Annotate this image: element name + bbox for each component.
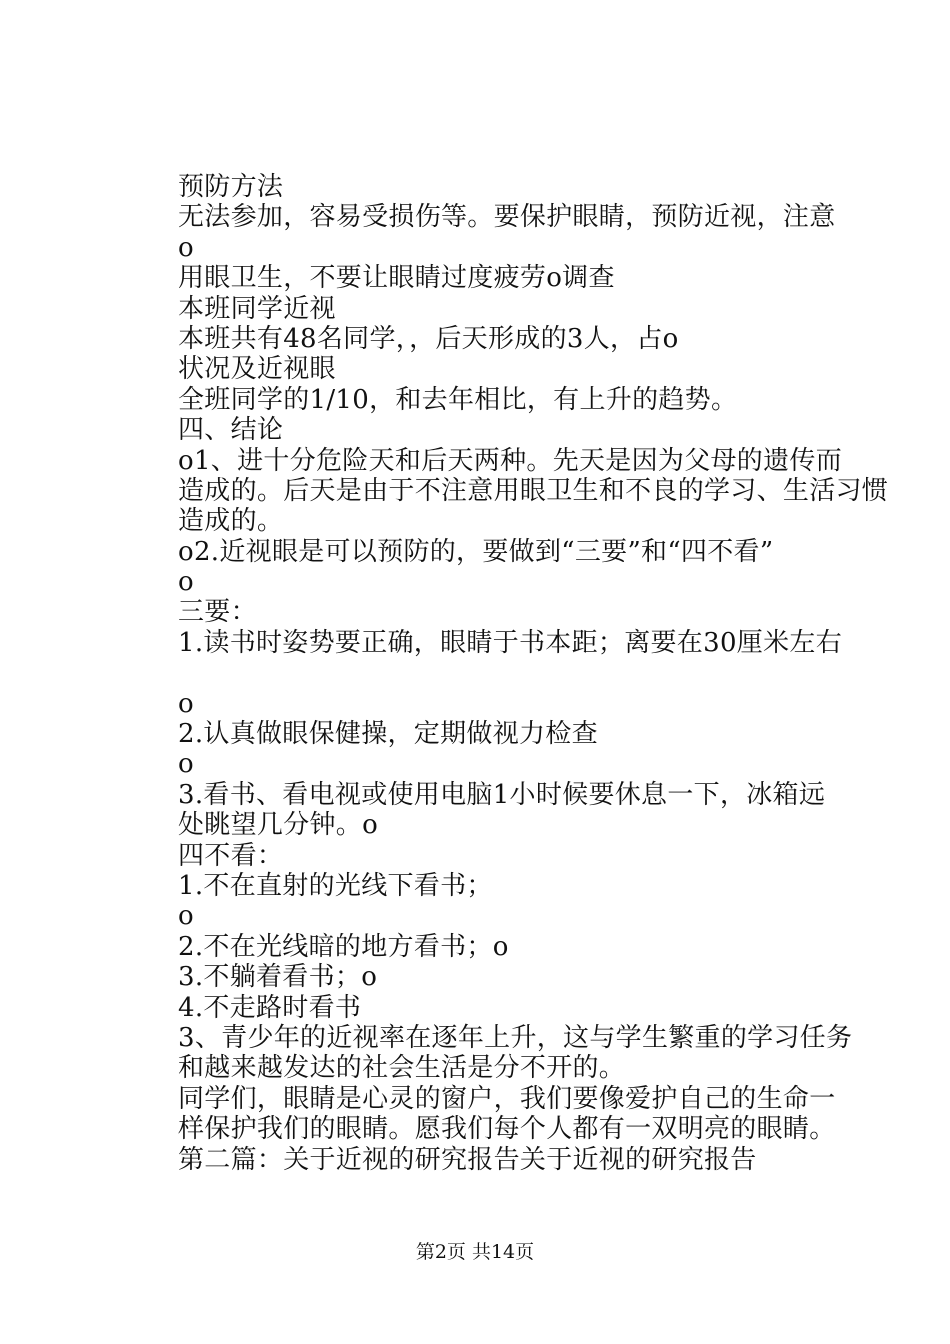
- text-line: 2.不在光线暗的地方看书；o: [178, 931, 509, 962]
- text-line: 1.不在直射的光线下看书；: [178, 870, 493, 901]
- text-line: 四不看：: [178, 840, 284, 871]
- text-line: 3.看书、看电视或使用电脑1小时候要休息一下，冰箱远: [178, 779, 826, 810]
- text-line: 处眺望几分钟。o: [178, 810, 379, 841]
- text-line: o: [178, 749, 194, 780]
- text-line: 状况及近视眼: [178, 354, 336, 385]
- text-line: 样保护我们的眼睛。愿我们每个人都有一双明亮的眼睛。: [178, 1114, 836, 1145]
- text-line: 本班共有48名同学，，后天形成的3人，占o: [178, 323, 679, 354]
- text-line: 无法参加，容易受损伤等。要保护眼睛，预防近视，注意: [178, 202, 836, 233]
- text-line: 1.读书时姿势要正确，眼睛于书本距；离要在30厘米左右: [178, 627, 842, 658]
- page-footer: 第2页 共14页: [415, 1241, 535, 1263]
- text-line: o: [178, 232, 194, 263]
- blank-line: [178, 658, 838, 688]
- text-line: 第二篇：关于近视的研究报告关于近视的研究报告: [178, 1144, 757, 1175]
- text-line: 造成的。后天是由于不注意用眼卫生和不良的学习、生活习惯: [178, 475, 889, 506]
- text-line: 2.认真做眼保健操，定期做视力检查: [178, 719, 598, 750]
- text-line: 和越来越发达的社会生活是分不开的。: [178, 1053, 626, 1084]
- text-line: o: [178, 688, 194, 719]
- text-line: 同学们，眼睛是心灵的窗户，我们要像爱护自己的生命一: [178, 1083, 836, 1114]
- text-line: 预防方法: [178, 172, 284, 202]
- text-line: 全班同学的1/10，和去年相比，有上升的趋势。: [178, 384, 738, 415]
- section-heading: 四、结论: [178, 415, 284, 446]
- text-line: 4.不走路时看书: [178, 992, 362, 1023]
- text-line: 3.不躺着看书；o: [178, 962, 378, 993]
- text-line: 3、青少年的近视率在逐年上升，这与学生繁重的学习任务: [178, 1022, 853, 1053]
- text-line: 本班同学近视: [178, 293, 336, 324]
- text-line: o2.近视眼是可以预防的，要做到“三要”和“四不看”: [178, 536, 774, 567]
- text-line: o1、进十分危险天和后天两种。先天是因为父母的遗传而: [178, 445, 842, 476]
- text-line: o: [178, 901, 194, 932]
- text-line: 造成的。: [178, 506, 284, 537]
- document-body: [178, 172, 889, 1175]
- text-line: 三要：: [178, 597, 257, 628]
- text-line: o: [178, 567, 194, 598]
- text-line: 用眼卫生，不要让眼睛过度疲劳o调查: [178, 263, 615, 294]
